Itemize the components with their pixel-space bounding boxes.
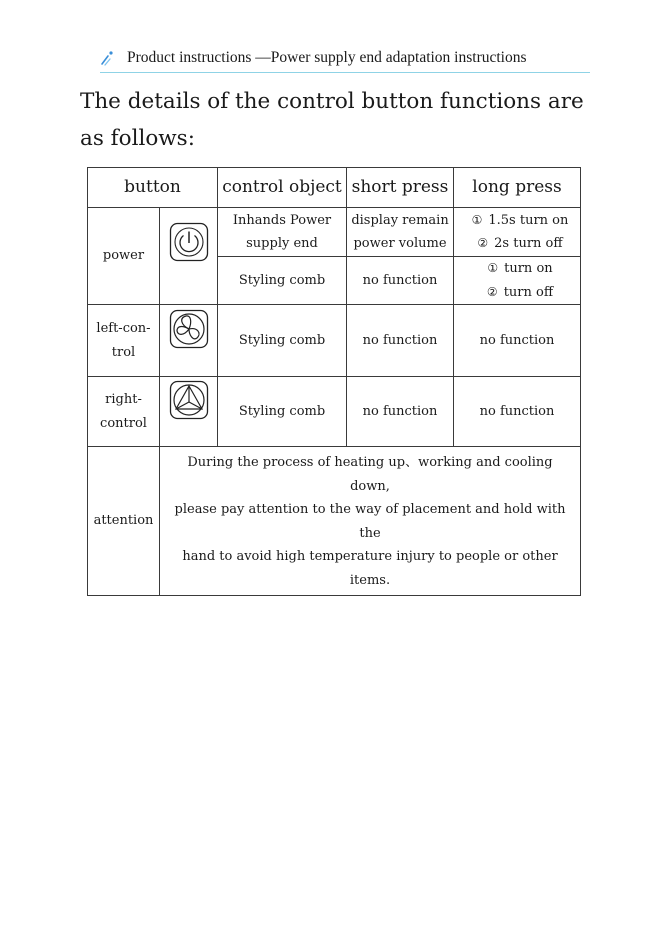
page-header: [100, 48, 590, 73]
power-icon-cell: [160, 208, 218, 305]
tri-blade-icon: [169, 380, 209, 420]
table-row: [88, 305, 581, 377]
power-control-object-1: Inhands Power supply end: [218, 208, 347, 257]
table-row: [88, 208, 581, 257]
left-control-label: left-con- trol: [88, 305, 160, 377]
section-heading: The details of the control button functions are as follows:: [80, 89, 584, 151]
power-control-object-2: Styling comb: [218, 257, 347, 305]
power-short-press-1: display remain power volume: [347, 208, 454, 257]
attention-label: attention: [88, 447, 160, 596]
power-long-press-1: ① 1.5s turn on ② 2s turn off: [454, 208, 581, 257]
right-short-press: no function: [347, 377, 454, 447]
table-row: [88, 377, 581, 447]
right-control-object: Styling comb: [218, 377, 347, 447]
left-long-press: no function: [454, 305, 581, 377]
fan-swirl-icon: [169, 309, 209, 349]
power-label: power: [88, 208, 160, 305]
brand-logo-icon: [100, 50, 114, 66]
attention-text: During the process of heating up、working and cooling down, please pay attention to the way of placement and hold with the hand to avoid high temperature injury to people or other items.: [160, 447, 581, 596]
right-long-press: no function: [454, 377, 581, 447]
col-header-button: button: [88, 168, 218, 208]
right-control-icon-cell: [160, 377, 218, 447]
right-control-label: right- control: [88, 377, 160, 447]
table-row: [88, 447, 581, 596]
left-control-object: Styling comb: [218, 305, 347, 377]
power-icon: [169, 222, 209, 262]
col-header-short-press: short press: [347, 168, 454, 208]
power-long-press-2: ① turn on ② turn off: [454, 257, 581, 305]
table-header-row: [88, 168, 581, 208]
col-header-long-press: long press: [454, 168, 581, 208]
col-header-control-object: control object: [218, 168, 347, 208]
left-short-press: no function: [347, 305, 454, 377]
power-short-press-2: no function: [347, 257, 454, 305]
header-title: Product instructions —Power supply end adaptation instructions: [127, 49, 527, 66]
button-function-table: [87, 167, 581, 596]
left-control-icon-cell: [160, 305, 218, 377]
